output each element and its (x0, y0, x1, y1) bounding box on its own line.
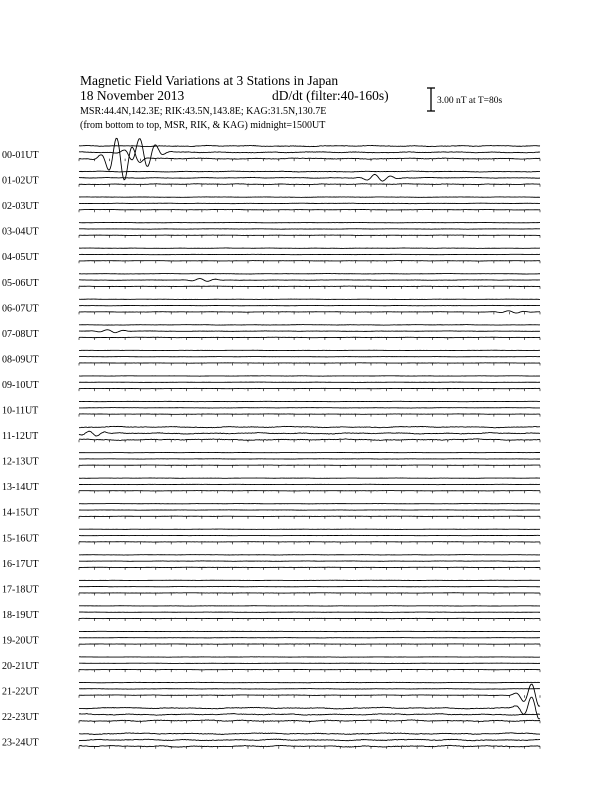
row-label: 02-03UT (2, 201, 39, 213)
trace-rik (79, 174, 540, 181)
trace-msr (79, 439, 540, 441)
chart-date: 18 November 2013 (80, 88, 185, 103)
chart-component: dD/dt (filter:40-160s) (272, 88, 389, 103)
row-label: 12-13UT (2, 456, 39, 468)
row-label: 15-16UT (2, 533, 39, 545)
row-label: 06-07UT (2, 303, 39, 315)
trace-rows (2, 138, 540, 748)
scale-bar (427, 88, 435, 111)
trace-kag (79, 682, 540, 683)
row-label: 18-19UT (2, 609, 39, 621)
row-label: 14-15UT (2, 507, 39, 519)
row-label: 22-23UT (2, 712, 39, 724)
row-label: 01-02UT (2, 175, 39, 187)
trace-rik (79, 279, 540, 282)
trace-msr (79, 209, 540, 210)
row-label: 17-18UT (2, 584, 39, 596)
chart-order-note: (from bottom to top, MSR, RIK, & KAG) midnight=1500UT (80, 120, 326, 131)
trace-rik (79, 714, 540, 716)
row-label: 04-05UT (2, 252, 39, 264)
trace-rik (79, 139, 540, 167)
trace-rik (79, 330, 540, 333)
row-label: 20-21UT (2, 661, 39, 672)
row-label: 05-06UT (2, 277, 39, 289)
trace-rik (79, 689, 540, 690)
scale-label: 3.00 nT at T=80s (437, 96, 503, 106)
trace-kag (79, 733, 540, 735)
trace-kag (79, 697, 540, 719)
row-label: 23-24UT (2, 737, 39, 749)
row-label: 16-17UT (2, 558, 39, 570)
trace-kag (79, 325, 540, 326)
trace-rik (79, 203, 540, 204)
trace-kag (79, 171, 540, 172)
trace-rik (79, 739, 540, 741)
trace-msr (79, 286, 540, 287)
trace-rik (79, 431, 540, 436)
row-label: 11-12UT (2, 431, 39, 443)
row-label: 19-20UT (2, 635, 39, 647)
trace-msr (79, 684, 540, 706)
trace-msr (79, 184, 540, 185)
row-label: 10-11UT (2, 405, 39, 417)
trace-msr (79, 337, 540, 338)
trace-kag (79, 273, 540, 274)
chart-title: Magnetic Field Variations at 3 Stations in Japan (80, 73, 339, 88)
trace-kag (79, 197, 540, 198)
row-label: 03-04UT (2, 226, 39, 238)
row-label: 21-22UT (2, 686, 39, 698)
row-label: 13-14UT (2, 482, 39, 494)
chart-stations: MSR:44.4N,142.3E; RIK:43.5N,143.8E; KAG:31.5N,130.7E (80, 106, 327, 117)
row-label: 08-09UT (2, 354, 39, 366)
trace-kag (79, 145, 540, 146)
row-label: 09-10UT (2, 379, 39, 391)
row-label: 07-08UT (2, 328, 39, 340)
row-label: 00-01UT (2, 150, 39, 161)
trace-kag (79, 426, 540, 428)
